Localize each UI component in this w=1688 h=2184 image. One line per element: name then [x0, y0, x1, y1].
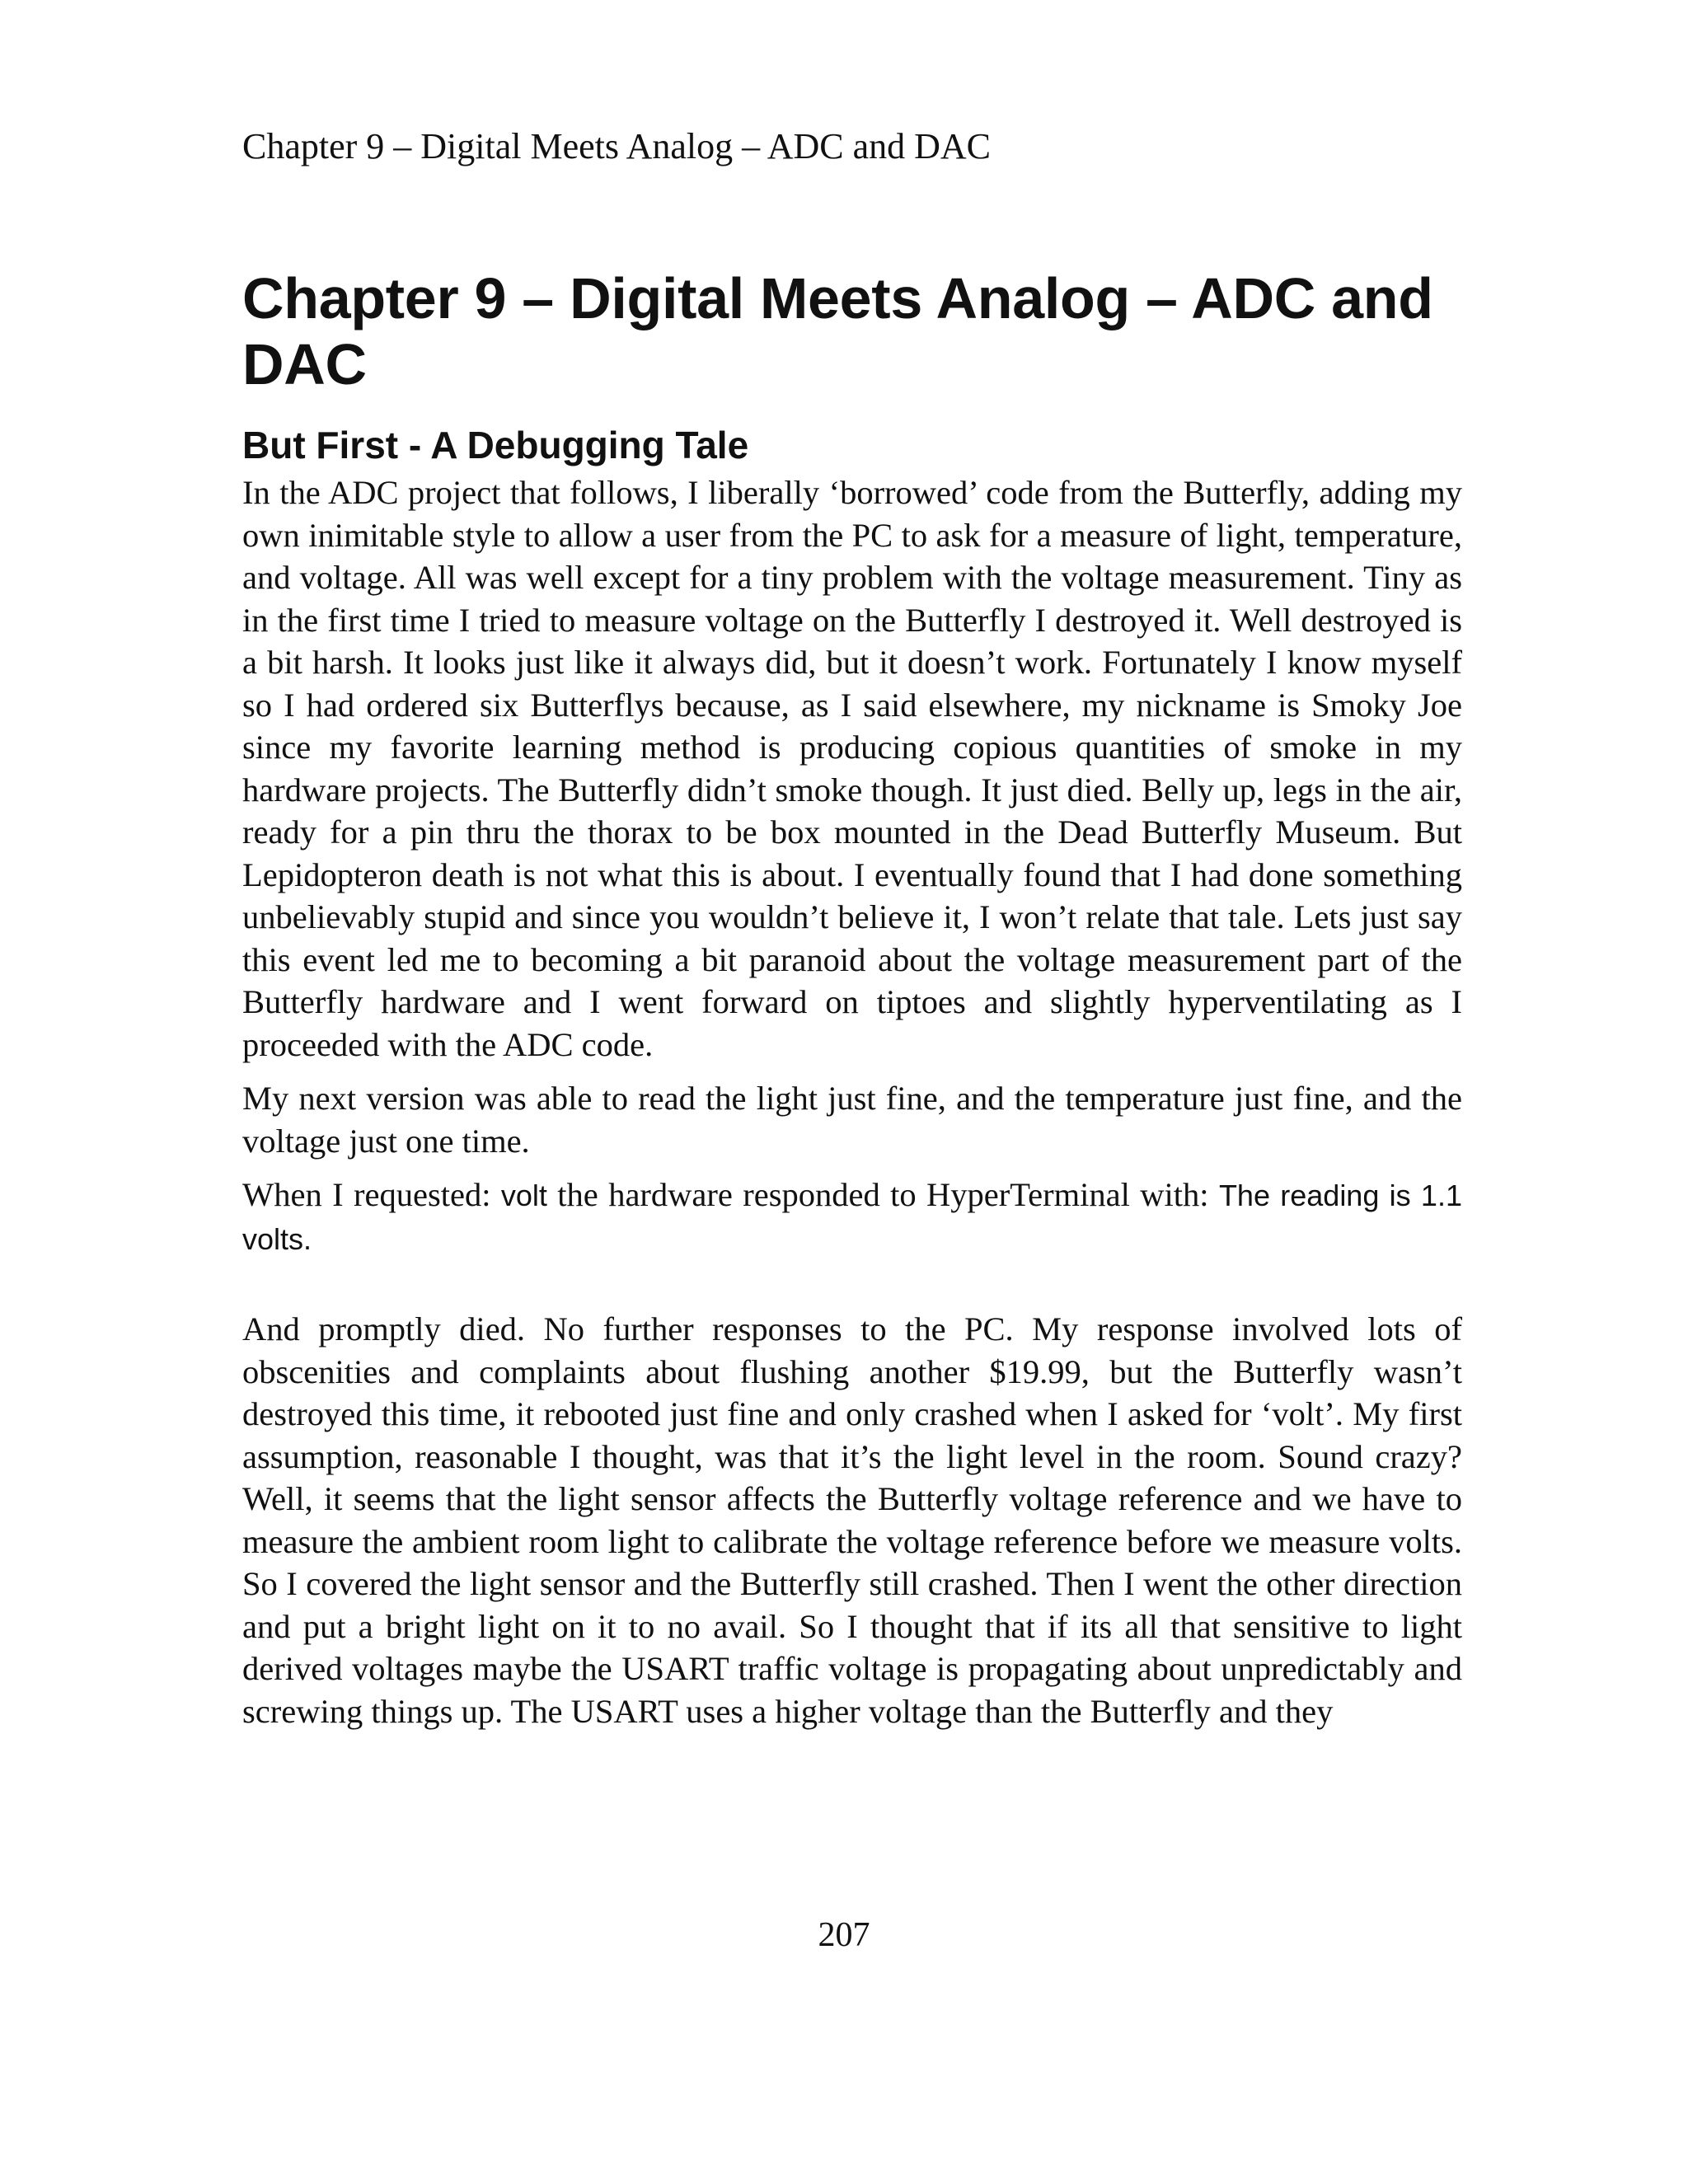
request-paragraph	[242, 1174, 1462, 1260]
page-body	[242, 265, 1462, 1732]
chapter-title: Chapter 9 – Digital Meets Analog – ADC and DAC	[242, 266, 1433, 396]
section-heading: But First - A Debugging Tale	[242, 424, 749, 466]
request-text-before: When I requested:	[242, 1176, 501, 1213]
running-header: Chapter 9 – Digital Meets Analog – ADC and DAC	[242, 126, 992, 166]
intro-paragraph: In the ADC project that follows, I liberally ‘borrowed’ code from the Butterfly, adding my own inimitable style to allow a user from the PC to ask for a measure of light, temperature, and voltage. All was well except for a tiny problem with the voltage measurement. Tiny as in the first time I tried to measure voltage on the Butterfly I destroyed it. Well destroyed is a bit harsh. It looks just like it always did, but it doesn’t work. Fortunately I know myself so I had ordered six Butterflys because, as I said elsewhere, my nickname is Smoky Joe since my favorite learning method is producing copious quantities of smoke in my hardware projects. The Butterfly didn’t smoke though. It just died. Belly up, legs in the air, ready for a pin thru the thorax to be box mounted in the Dead Butterfly Museum. But Lepidopteron death is not what this is about. I eventually found that I had done something unbelievably stupid and since you wouldn’t believe it, I won’t relate that tale. Lets just say this event led me to becoming a bit paranoid about the voltage measurement part of the Butterfly hardware and I went forward on tiptoes and slightly hyperventilating as I proceeded with the ADC code.	[242, 474, 1462, 1063]
hardware-response: The reading is 1.1 volts.	[242, 1179, 1462, 1256]
request-text-middle: the hardware responded to HyperTerminal with:	[546, 1176, 1219, 1213]
died-paragraph: And promptly died. No further responses to the PC. My response involved lots of obscenities and complaints about flushing another $19.99, but the Butterfly wasn’t destroyed this time, it rebooted just fine and only crashed when I asked for ‘volt’. My first assumption, reasonable I thought, was that it’s the light level in the room. Sound crazy? Well, it seems that the light sensor affects the Butterfly voltage reference and we have to measure the ambient room light to calibrate the voltage reference before we measure volts. So I covered the light sensor and the Butterfly still crashed. Then I went the other direction and put a bright light on it to no avail. So I thought that if its all that sensitive to light derived voltages maybe the USART traffic voltage is propagating about unpredictably and screwing things up. The USART uses a higher voltage than the Butterfly and they	[242, 1310, 1462, 1730]
page-number: 207	[818, 1916, 870, 1954]
next-version-paragraph: My next version was able to read the light just fine, and the temperature just fine, and the voltage just one time.	[242, 1080, 1462, 1160]
volt-command: volt	[500, 1179, 547, 1212]
